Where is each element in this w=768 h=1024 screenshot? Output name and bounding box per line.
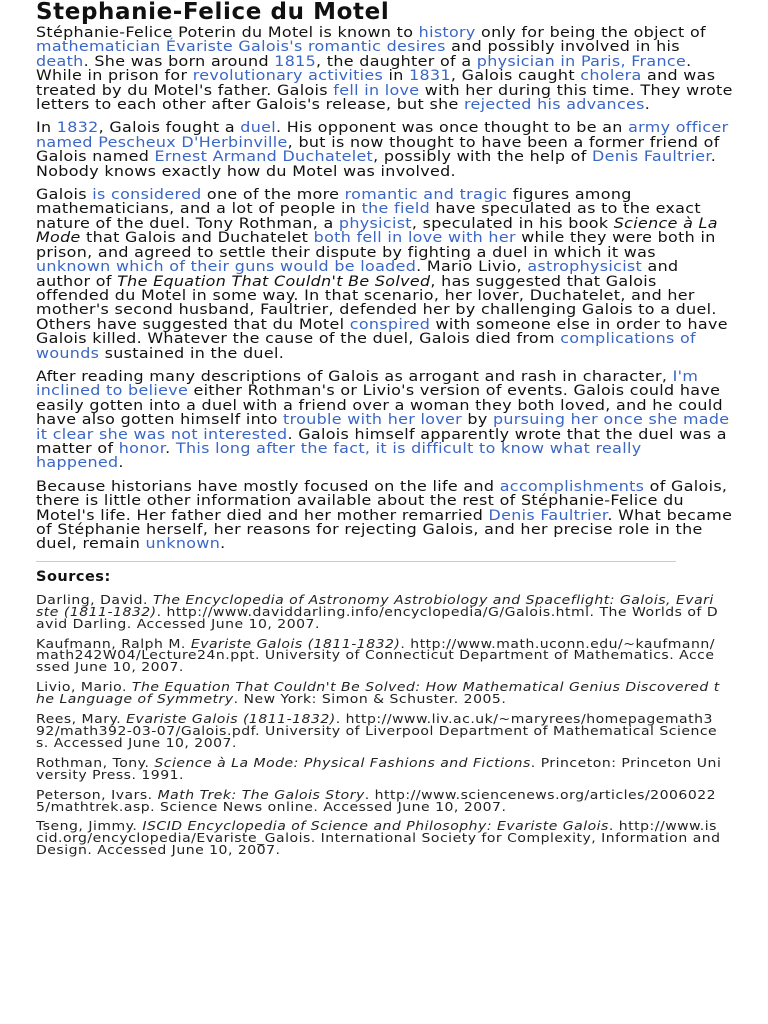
source-entry xyxy=(36,754,722,782)
inline-link[interactable]: romantic and tragic xyxy=(344,186,508,204)
inline-link[interactable]: 1815 xyxy=(274,52,317,70)
text-run: . http://www.daviddarling.info/encyclopedia/G/Galois.html. The Worlds of David Darling. Accessed June 10, 2007. xyxy=(36,603,719,631)
text-run: . Mario Livio, xyxy=(416,258,528,276)
article-paragraph xyxy=(36,188,734,361)
inline-link[interactable]: Ernest Armand Duchatelet xyxy=(154,148,374,166)
text-run: Stéphanie-Felice Poterin du Motel is known to xyxy=(36,24,419,41)
inline-link[interactable]: Denis Faultrier xyxy=(592,148,711,166)
inline-link[interactable]: fell in love xyxy=(333,81,420,99)
text-run: Rees, Mary. xyxy=(36,711,127,727)
text-run: , speculated in his book xyxy=(411,214,614,232)
inline-link[interactable]: astrophysicist xyxy=(527,258,643,276)
text-run: Rothman, Tony. xyxy=(36,754,155,770)
text-run: . She was born around xyxy=(83,52,275,70)
inline-link[interactable]: army officer named Pescheux D'Herbinville xyxy=(36,119,729,151)
inline-link[interactable]: mathematician Évariste Galois's xyxy=(36,38,303,56)
inline-link[interactable]: conspired xyxy=(349,315,431,333)
inline-link[interactable]: complications of wounds xyxy=(36,330,696,362)
text-run: and author of xyxy=(36,258,679,290)
text-run: Galois xyxy=(36,186,93,204)
text-run: while they were both in prison, and agreed to settle their dispute by fighting a duel in which it was xyxy=(36,229,716,261)
inline-link[interactable]: cholera xyxy=(580,67,642,85)
italic-title: The Encyclopedia of Astronomy Astrobiology and Spaceflight: Galois, Evariste (1811-1832) xyxy=(36,591,714,619)
italic-title: Evariste Galois (1811-1832) xyxy=(190,635,401,651)
text-run: , the daughter of a xyxy=(316,52,477,70)
inline-link[interactable]: unknown xyxy=(145,535,221,553)
text-run: Peterson, Ivars. xyxy=(36,786,158,802)
article-body xyxy=(36,26,734,552)
inline-link[interactable]: honor xyxy=(118,439,166,457)
text-run: . http://www.sciencenews.org/articles/20060225/mathtrek.asp. Science News online. Accessed June 10, 2007. xyxy=(36,786,717,814)
inline-link[interactable]: 1831 xyxy=(409,67,451,85)
inline-link[interactable]: trouble with her lover xyxy=(283,411,463,429)
text-run: , possibly with the help of xyxy=(373,148,593,166)
text-run: , Galois fought a xyxy=(98,119,241,137)
article-title: Stephanie-Felice du Motel xyxy=(36,0,390,25)
text-run: . xyxy=(220,535,226,553)
inline-link[interactable]: unknown which of their guns would be loaded xyxy=(36,258,417,276)
italic-title: Evariste Galois (1811-1832) xyxy=(126,711,336,727)
source-entry xyxy=(36,635,721,675)
text-run: Kaufmann, Ralph M. xyxy=(36,635,191,651)
text-run: sustained in the duel. xyxy=(99,344,285,362)
section-divider xyxy=(36,561,676,562)
italic-title: Science à La Mode: Physical Fashions and Fictions xyxy=(154,754,531,770)
inline-link[interactable]: duel xyxy=(240,119,276,137)
italic-title: Math Trek: The Galois Story xyxy=(157,786,365,802)
inline-link[interactable]: the field xyxy=(361,200,431,218)
source-entry xyxy=(36,820,721,856)
text-run: . http://www.math.uconn.edu/~kaufmann/math242W04/Lecture24n.ppt. University of Connecticut Department of Mathematics. Accessed June 10, 2007. xyxy=(36,635,715,675)
text-run: . What became of Stéphanie herself, her reasons for rejecting Galois, and her precise role in the duel, remain xyxy=(36,506,733,553)
italic-title: Science à La Mode xyxy=(36,214,718,247)
inline-link[interactable]: history xyxy=(418,24,476,41)
sources-list xyxy=(36,591,722,858)
text-run: that Galois and Duchatelet xyxy=(80,229,314,247)
text-run: . His opponent was once thought to be an xyxy=(275,119,629,137)
text-run: . New York: Simon & Schuster. 2005. xyxy=(233,691,507,707)
inline-link[interactable]: physicist xyxy=(338,214,412,232)
inline-link[interactable]: pursuing her once she made it clear she was not interested xyxy=(36,411,730,443)
source-entry xyxy=(36,786,721,814)
text-run: After reading many descriptions of Galois as arrogant and rash in character, xyxy=(36,367,673,385)
inline-link[interactable]: physician in Paris, France xyxy=(476,52,687,70)
sources-heading: Sources: xyxy=(36,568,111,585)
text-run: . Princeton: Princeton University Press. 1991. xyxy=(36,754,722,782)
text-run: figures among mathematicians, and a lot of people in xyxy=(36,186,632,218)
inline-link[interactable]: death xyxy=(36,52,84,70)
text-run: Because historians have mostly focused on the life and xyxy=(36,477,500,495)
text-run: with someone else in order to have Galois killed. Whatever the cause of the duel, Galois died from xyxy=(36,315,728,348)
text-run: and was treated by du Motel's father. Galois xyxy=(36,67,716,99)
text-run: Tseng, Jimmy. xyxy=(36,818,143,834)
text-run: . xyxy=(165,439,176,457)
text-run: by xyxy=(462,411,493,429)
inline-link[interactable]: This long after the fact, it is difficult to know what really happened xyxy=(36,439,642,472)
italic-title: The Equation That Couldn't Be Solved xyxy=(117,272,431,290)
text-run: , but is now thought to have been a former friend of Galois named xyxy=(36,133,720,166)
article-paragraph xyxy=(36,367,734,472)
text-run: . While in prison for xyxy=(36,52,692,85)
text-run: Livio, Mario. xyxy=(36,679,132,695)
italic-title: ISCID Encyclopedia of Science and Philosophy: Evariste Galois xyxy=(142,818,609,834)
article-paragraph xyxy=(36,477,734,553)
inline-link[interactable]: romantic desires xyxy=(307,38,446,56)
text-run: Darling, David. xyxy=(36,591,153,607)
italic-title: The Equation That Couldn't Be Solved: How Mathematical Genius Discovered the Language of Symmetry xyxy=(36,679,720,707)
source-entry xyxy=(36,713,721,749)
inline-link[interactable]: accomplishments xyxy=(499,477,645,495)
text-run: with her during this time. They wrote letters to each other after Galois's release, but she xyxy=(36,81,733,114)
text-run: In xyxy=(36,119,57,137)
text-run: and possibly involved in his xyxy=(445,38,680,56)
text-run: . http://www.iscid.org/encyclopedia/Evariste_Galois. International Society for Complexity, Information and Design. Accessed June 10, 2007. xyxy=(36,818,721,858)
source-entry xyxy=(36,681,721,705)
inline-link[interactable]: both fell in love with her xyxy=(313,229,516,247)
text-run: either Rothman's or Livio's version of events. Galois could have easily gotten into a duel with a friend over a woman they both loved, and he could have also gotten himself into xyxy=(36,382,723,429)
source-entry xyxy=(36,591,721,631)
inline-link[interactable]: Denis Faultrier xyxy=(488,506,608,524)
text-run: one of the more xyxy=(201,186,345,204)
article-paragraph xyxy=(36,121,734,179)
text-run: . xyxy=(644,96,651,114)
inline-link[interactable]: revolutionary activities xyxy=(192,67,384,85)
article-page xyxy=(36,0,736,1024)
text-run: of Galois, there is little other information available about the rest of Stéphanie-Felice du Motel's life. Her father died and her mother remarried xyxy=(36,477,728,524)
text-run: have speculated as to the exact nature of the duel. Tony Rothman, a xyxy=(36,200,701,232)
text-run: only for being the object of xyxy=(475,24,706,41)
text-run: . xyxy=(118,454,124,472)
article-paragraph xyxy=(36,26,734,112)
inline-link[interactable]: rejected his advances xyxy=(464,96,645,114)
inline-link[interactable]: 1832 xyxy=(56,119,99,137)
text-run: , has suggested that Galois offended du Motel in some way. In that scenario, her lover, Duchatelet, and her mother's second husband, Faultrier, defended her by challenging Galois to a duel. Others have suggested that du Motel xyxy=(36,272,717,333)
inline-link[interactable]: is considered xyxy=(92,186,202,204)
inline-link[interactable]: I'm inclined to believe xyxy=(36,367,699,400)
text-run: . Nobody knows exactly how du Motel was involved. xyxy=(36,148,717,180)
text-run: . http://www.liv.ac.uk/~maryrees/homepagemath392/math392-03-07/Galois.pdf. University of Liverpool Department of Mathematical Sciences. Accessed June 10, 2007. xyxy=(36,711,718,750)
text-run: . Galois himself apparently wrote that the duel was a matter of xyxy=(36,425,727,457)
text-run: , Galois caught xyxy=(450,67,581,85)
text-run: in xyxy=(383,67,410,85)
